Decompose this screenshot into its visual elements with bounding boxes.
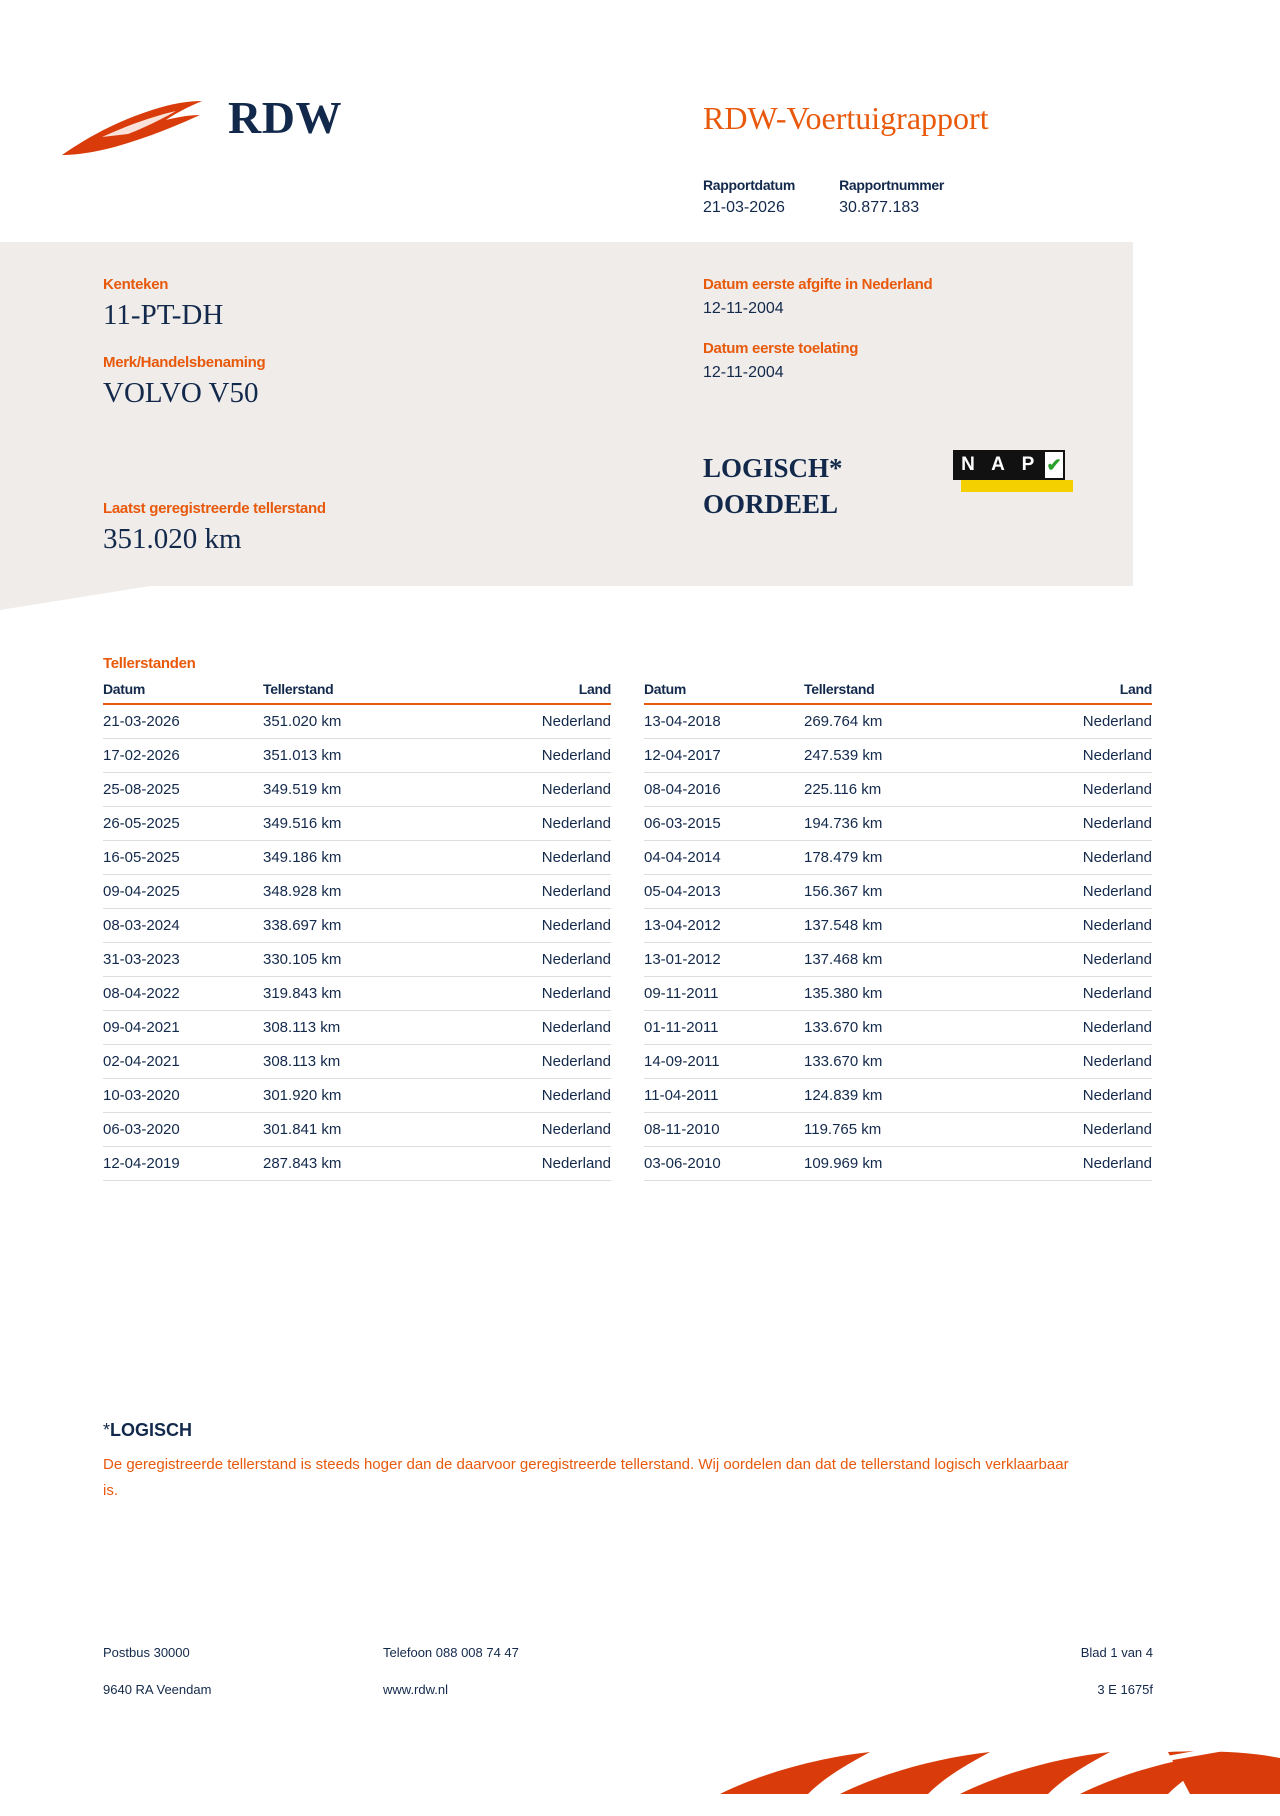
readings-tables	[103, 681, 1153, 1181]
cell-country: Nederland	[463, 875, 611, 909]
footer-postbus: Postbus 30000	[103, 1645, 190, 1660]
cell-reading: 287.843 km	[263, 1147, 463, 1181]
first-admission-field	[703, 340, 1103, 382]
cell-country: Nederland	[1004, 841, 1152, 875]
readings-table-right	[644, 681, 1152, 1181]
footnote-title	[103, 1420, 1103, 1441]
page-title: RDW-Voertuigrapport	[703, 100, 989, 136]
table-row	[103, 875, 611, 909]
cell-country: Nederland	[463, 841, 611, 875]
cell-country: Nederland	[1004, 739, 1152, 773]
table-row	[103, 1113, 611, 1147]
footer-website-link[interactable]: www.rdw.nl	[383, 1682, 449, 1697]
cell-date: 14-09-2011	[644, 1045, 804, 1079]
merk-label: Merk/Handelsbenaming	[103, 354, 266, 371]
nap-yellow-bar	[961, 480, 1073, 492]
cell-reading: 269.764 km	[804, 704, 1004, 739]
footer-row-1	[103, 1645, 1153, 1660]
cell-reading: 124.839 km	[804, 1079, 1004, 1113]
cell-date: 06-03-2020	[103, 1113, 263, 1147]
cell-reading: 351.013 km	[263, 739, 463, 773]
cell-country: Nederland	[1004, 875, 1152, 909]
cell-country: Nederland	[463, 1011, 611, 1045]
footer-row-2	[103, 1682, 1153, 1697]
cell-date: 11-04-2011	[644, 1079, 804, 1113]
cell-country: Nederland	[463, 773, 611, 807]
cell-country: Nederland	[463, 807, 611, 841]
first-admission-label: Datum eerste toelating	[703, 340, 859, 357]
merk-value: VOLVO V50	[103, 377, 259, 409]
column-header-country: Land	[1004, 681, 1152, 704]
cell-date: 17-02-2026	[103, 739, 263, 773]
rdw-swoosh-logo-icon	[58, 93, 208, 163]
nap-letter-p: P	[1013, 450, 1043, 480]
cell-date: 04-04-2014	[644, 841, 804, 875]
cell-country: Nederland	[1004, 1045, 1152, 1079]
cell-date: 09-11-2011	[644, 977, 804, 1011]
cell-date: 09-04-2021	[103, 1011, 263, 1045]
cell-reading: 351.020 km	[263, 704, 463, 739]
table-row	[103, 841, 611, 875]
summary-right-column	[703, 276, 1103, 404]
cell-date: 03-06-2010	[644, 1147, 804, 1181]
table-row	[644, 841, 1152, 875]
footnote-section	[103, 1420, 1103, 1505]
footnote-body: De geregistreerde tellerstand is steeds hoger dan de daarvoor geregistreerde tellerstand. Wij oordelen dan dat de tellerstand logisch verklaarbaar is.	[103, 1456, 1069, 1500]
table-row	[644, 1045, 1152, 1079]
cell-country: Nederland	[463, 704, 611, 739]
footnote-star: *	[103, 1420, 111, 1440]
column-header-reading: Tellerstand	[804, 681, 1004, 704]
kenteken-field	[103, 276, 563, 332]
table-row	[644, 909, 1152, 943]
cell-country: Nederland	[1004, 1147, 1152, 1181]
first-issue-value: 12-11-2004	[703, 300, 784, 317]
readings-section	[103, 655, 1153, 1181]
cell-date: 08-03-2024	[103, 909, 263, 943]
cell-date: 08-11-2010	[644, 1113, 804, 1147]
last-reading-field	[103, 500, 326, 556]
table-row	[644, 704, 1152, 739]
cell-date: 12-04-2019	[103, 1147, 263, 1181]
first-issue-field	[703, 276, 1103, 318]
merk-field	[103, 354, 563, 410]
footer-page-indicator: Blad 1 van 4	[1080, 1645, 1153, 1660]
verdict-line-1: LOGISCH*	[703, 453, 843, 483]
cell-reading: 137.548 km	[804, 909, 1004, 943]
report-number-value: 30.877.183	[839, 199, 920, 216]
report-date-value: 21-03-2026	[703, 199, 785, 216]
report-date-label: Rapportdatum	[703, 177, 796, 193]
cell-reading: 308.113 km	[263, 1045, 463, 1079]
kenteken-label: Kenteken	[103, 276, 169, 293]
cell-country: Nederland	[1004, 977, 1152, 1011]
table-row	[103, 1045, 611, 1079]
cell-country: Nederland	[1004, 1113, 1152, 1147]
cell-date: 08-04-2022	[103, 977, 263, 1011]
cell-reading: 348.928 km	[263, 875, 463, 909]
table-row	[103, 704, 611, 739]
cell-country: Nederland	[1004, 943, 1152, 977]
cell-reading: 156.367 km	[804, 875, 1004, 909]
panel-corner-notch	[0, 586, 150, 610]
last-reading-label: Laatst geregistreerde tellerstand	[103, 500, 326, 517]
summary-left-column	[103, 276, 563, 432]
table-row	[103, 1147, 611, 1181]
nap-badge-icon	[953, 450, 1065, 496]
nap-check-icon: ✔	[1043, 450, 1065, 480]
cell-reading: 338.697 km	[263, 909, 463, 943]
nap-letter-n: N	[953, 450, 983, 480]
cell-date: 13-01-2012	[644, 943, 804, 977]
column-header-reading: Tellerstand	[263, 681, 463, 704]
cell-reading: 194.736 km	[804, 807, 1004, 841]
footer-plaats: 9640 RA Veendam	[103, 1682, 212, 1697]
cell-date: 12-04-2017	[644, 739, 804, 773]
cell-reading: 349.516 km	[263, 807, 463, 841]
cell-country: Nederland	[1004, 807, 1152, 841]
cell-date: 10-03-2020	[103, 1079, 263, 1113]
table-row	[103, 773, 611, 807]
verdict-line-2: OORDEEL	[703, 489, 839, 520]
report-number-label: Rapportnummer	[839, 177, 945, 193]
cell-date: 06-03-2015	[644, 807, 804, 841]
column-header-country: Land	[463, 681, 611, 704]
nap-letters	[953, 450, 1065, 480]
table-row	[644, 739, 1152, 773]
cell-reading: 109.969 km	[804, 1147, 1004, 1181]
table-row	[644, 943, 1152, 977]
table-row	[103, 1011, 611, 1045]
table-row	[644, 977, 1152, 1011]
footer-swoosh-graphic-icon	[720, 1732, 1280, 1811]
document-header	[0, 45, 1280, 215]
readings-body-left	[103, 704, 611, 1181]
cell-date: 13-04-2012	[644, 909, 804, 943]
cell-reading: 301.920 km	[263, 1079, 463, 1113]
cell-reading: 301.841 km	[263, 1113, 463, 1147]
nap-letter-a: A	[983, 450, 1013, 480]
table-row	[103, 807, 611, 841]
readings-body-right	[644, 704, 1152, 1181]
cell-reading: 349.186 km	[263, 841, 463, 875]
table-row	[644, 1113, 1152, 1147]
cell-date: 26-05-2025	[103, 807, 263, 841]
summary-panel-content	[0, 242, 1133, 586]
rdw-wordmark: RDW	[228, 92, 342, 143]
table-row	[644, 875, 1152, 909]
cell-country: Nederland	[463, 1079, 611, 1113]
cell-country: Nederland	[1004, 1079, 1152, 1113]
cell-date: 25-08-2025	[103, 773, 263, 807]
cell-country: Nederland	[463, 1147, 611, 1181]
cell-reading: 133.670 km	[804, 1045, 1004, 1079]
kenteken-value: 11-PT-DH	[103, 299, 224, 331]
cell-reading: 225.116 km	[804, 773, 1004, 807]
cell-date: 09-04-2025	[103, 875, 263, 909]
document-footer	[103, 1645, 1153, 1719]
footer-telefoon: Telefoon 088 008 74 47	[383, 1645, 519, 1660]
cell-country: Nederland	[1004, 909, 1152, 943]
cell-reading: 178.479 km	[804, 841, 1004, 875]
table-row	[103, 909, 611, 943]
table-row	[103, 1079, 611, 1113]
column-header-date: Datum	[103, 681, 263, 704]
cell-date: 01-11-2011	[644, 1011, 804, 1045]
cell-reading: 330.105 km	[263, 943, 463, 977]
cell-reading: 133.670 km	[804, 1011, 1004, 1045]
cell-reading: 135.380 km	[804, 977, 1004, 1011]
cell-date: 31-03-2023	[103, 943, 263, 977]
table-row	[644, 807, 1152, 841]
footnote-title-text: LOGISCH	[110, 1420, 193, 1440]
cell-reading: 119.765 km	[804, 1113, 1004, 1147]
cell-country: Nederland	[463, 1045, 611, 1079]
report-meta	[703, 177, 944, 217]
cell-reading: 137.468 km	[804, 943, 1004, 977]
readings-title: Tellerstanden	[103, 655, 196, 672]
cell-country: Nederland	[463, 977, 611, 1011]
cell-country: Nederland	[1004, 1011, 1152, 1045]
table-row	[644, 1147, 1152, 1181]
footer-form-code: 3 E 1675f	[1097, 1682, 1153, 1697]
readings-table-left	[103, 681, 611, 1181]
cell-date: 13-04-2018	[644, 704, 804, 739]
table-row	[103, 943, 611, 977]
cell-reading: 349.519 km	[263, 773, 463, 807]
cell-date: 21-03-2026	[103, 704, 263, 739]
cell-date: 16-05-2025	[103, 841, 263, 875]
cell-country: Nederland	[463, 943, 611, 977]
report-date-block	[703, 177, 795, 217]
cell-reading: 308.113 km	[263, 1011, 463, 1045]
cell-country: Nederland	[463, 739, 611, 773]
table-header-row	[644, 681, 1152, 704]
verdict-text	[703, 450, 843, 523]
first-issue-label: Datum eerste afgifte in Nederland	[703, 276, 933, 293]
table-row	[644, 773, 1152, 807]
table-row	[103, 739, 611, 773]
cell-reading: 247.539 km	[804, 739, 1004, 773]
table-row	[644, 1079, 1152, 1113]
cell-country: Nederland	[463, 909, 611, 943]
report-number-block	[839, 177, 944, 217]
cell-country: Nederland	[463, 1113, 611, 1147]
cell-date: 05-04-2013	[644, 875, 804, 909]
cell-date: 08-04-2016	[644, 773, 804, 807]
table-header-row	[103, 681, 611, 704]
table-row	[644, 1011, 1152, 1045]
cell-country: Nederland	[1004, 704, 1152, 739]
cell-country: Nederland	[1004, 773, 1152, 807]
last-reading-value: 351.020 km	[103, 523, 242, 555]
cell-reading: 319.843 km	[263, 977, 463, 1011]
cell-date: 02-04-2021	[103, 1045, 263, 1079]
first-admission-value: 12-11-2004	[703, 364, 784, 381]
column-header-date: Datum	[644, 681, 804, 704]
table-row	[103, 977, 611, 1011]
